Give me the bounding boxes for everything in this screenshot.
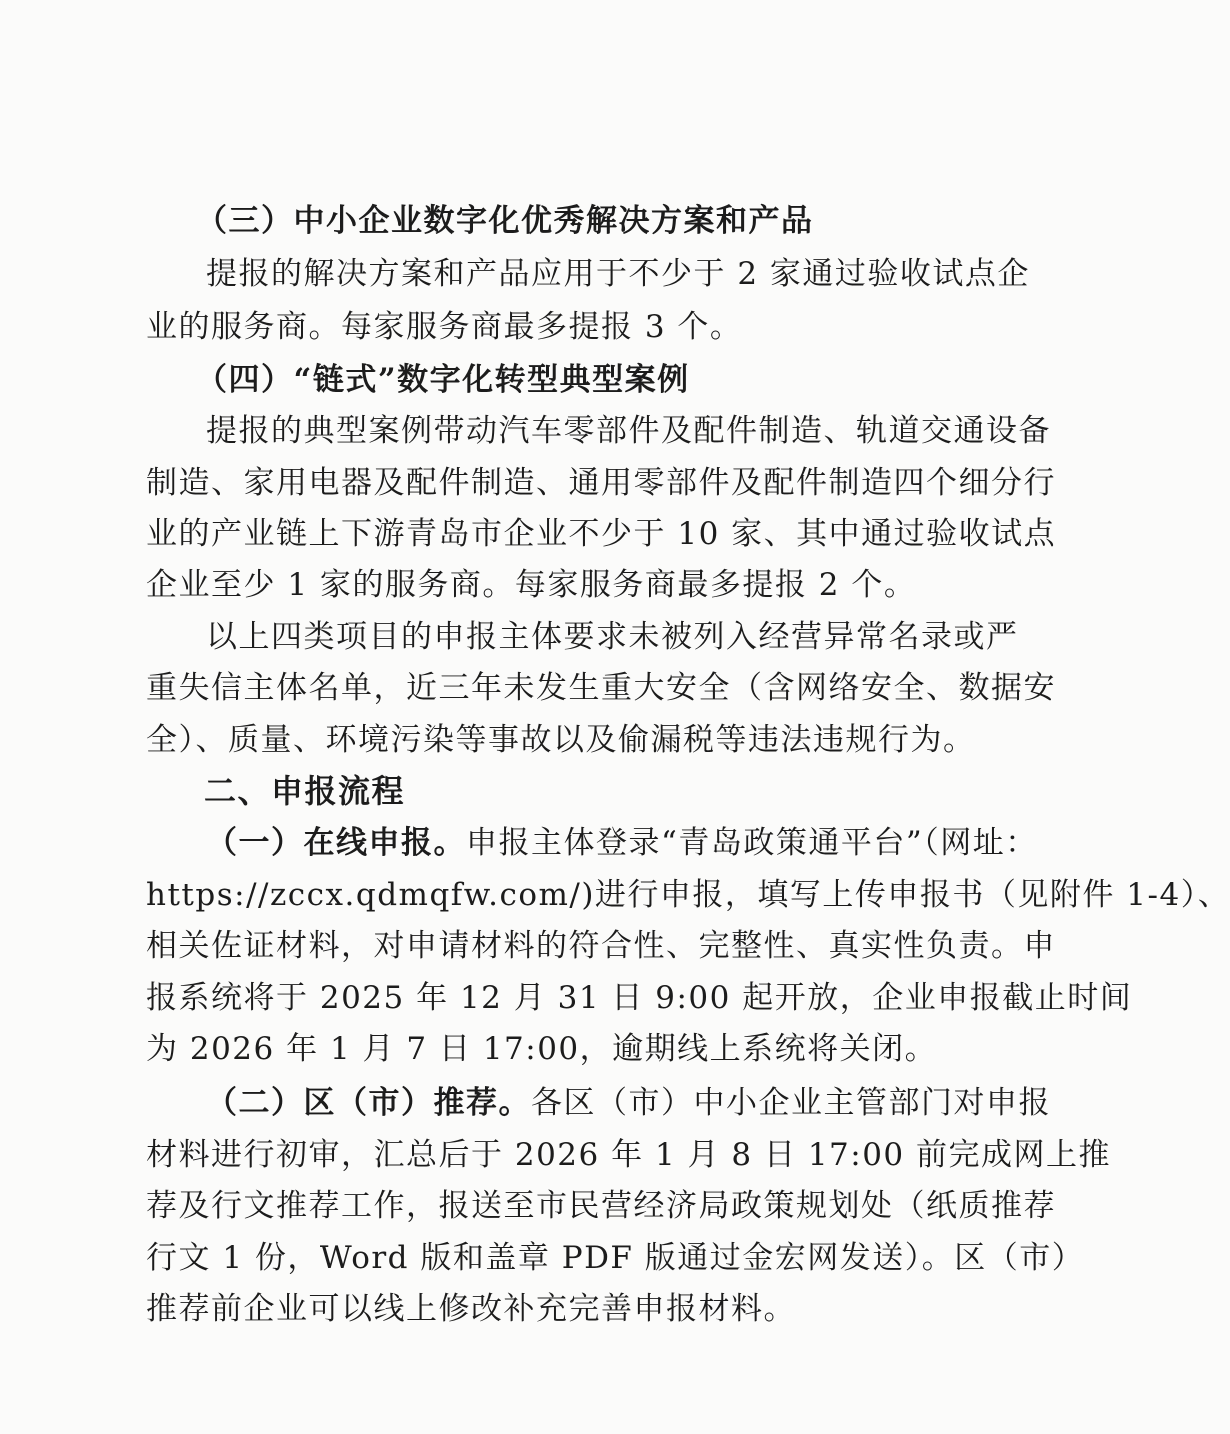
section-4-heading: （四）“链式”数字化转型典型案例 xyxy=(196,362,690,398)
section-4-line-2: 制造、家用电器及配件制造、通用零部件及配件制造四个细分行 xyxy=(146,465,1056,501)
section-3-line-1: 提报的解决方案和产品应用于不少于 2 家通过验收试点企 xyxy=(206,256,1030,292)
district-recommend-line-3: 荐及行文推荐工作，报送至市民营经济局政策规划处（纸质推荐 xyxy=(146,1188,1056,1224)
requirements-line-2: 重失信主体名单，近三年未发生重大安全（含网络安全、数据安 xyxy=(146,670,1056,706)
section-4-line-3: 业的产业链上下游青岛市企业不少于 10 家、其中通过验收试点 xyxy=(146,516,1057,552)
section-3-heading: （三）中小企业数字化优秀解决方案和产品 xyxy=(196,203,814,239)
section-3-line-2: 业的服务商。每家服务商最多提报 3 个。 xyxy=(146,309,743,345)
district-recommend-line-2: 材料进行初审，汇总后于 2026 年 1 月 8 日 17:00 前完成网上推 xyxy=(146,1137,1112,1173)
section-4-line-1: 提报的典型案例带动汽车零部件及配件制造、轨道交通设备 xyxy=(206,413,1051,449)
process-heading: 二、申报流程 xyxy=(204,772,406,810)
online-apply-line-4: 报系统将于 2025 年 12 月 31 日 9:00 起开放，企业申报截止时间 xyxy=(146,980,1133,1016)
online-apply-line-3: 相关佐证材料，对申请材料的符合性、完整性、真实性负责。申 xyxy=(146,928,1056,964)
online-apply-line-5: 为 2026 年 1 月 7 日 17:00，逾期线上系统将关闭。 xyxy=(146,1031,938,1067)
district-recommend-line-4: 行文 1 份，Word 版和盖章 PDF 版通过金宏网发送）。区（市） xyxy=(146,1240,1085,1276)
district-recommend-line-5: 推荐前企业可以线上修改补充完善申报材料。 xyxy=(146,1291,796,1327)
district-recommend-text: 各区（市）中小企业主管部门对申报 xyxy=(531,1085,1051,1121)
online-apply-label: （一）在线申报。 xyxy=(206,825,466,861)
online-apply-text: 申报主体登录“青岛政策通平台”（网址： xyxy=(466,825,1038,861)
requirements-line-1: 以上四类项目的申报主体要求未被列入经营异常名录或严 xyxy=(206,619,1019,655)
district-recommend-line-1 xyxy=(206,1084,1051,1122)
online-apply-line-2: https://zccx.qdmqfw.com/)进行申报，填写上传申报书（见附件 1-4）、 xyxy=(146,877,1230,913)
district-recommend-label: （二）区（市）推荐。 xyxy=(206,1085,531,1121)
section-4-line-4: 企业至少 1 家的服务商。每家服务商最多提报 2 个。 xyxy=(146,567,917,603)
online-apply-line-1 xyxy=(206,824,1038,862)
requirements-line-3: 全）、质量、环境污染等事故以及偷漏税等违法违规行为。 xyxy=(146,722,976,758)
